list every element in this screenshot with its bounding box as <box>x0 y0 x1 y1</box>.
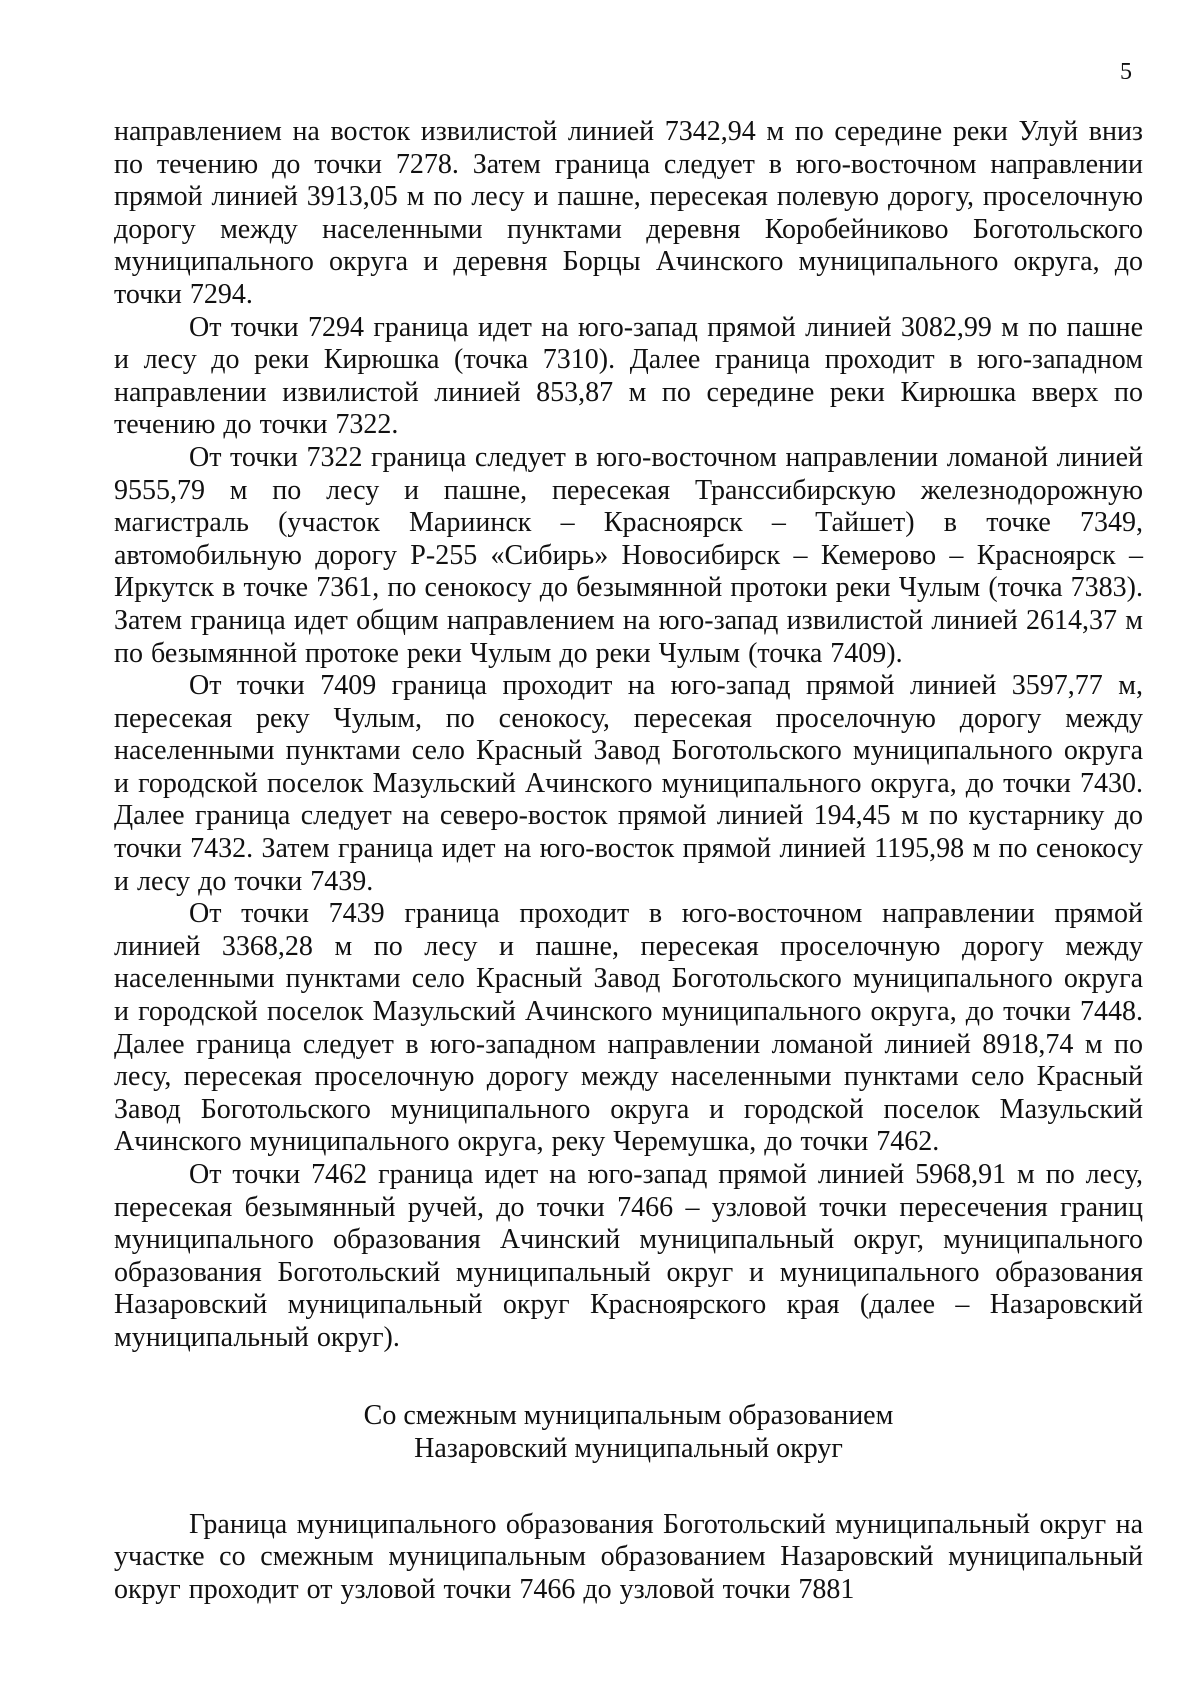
section-heading <box>114 1399 1143 1465</box>
section-heading-line-1: Со смежным муниципальным образованием <box>363 1399 894 1431</box>
paragraph-point-7322: От точки 7322 граница следует в юго-восточном направлении ломаной линией 9555,79 м по лесу и пашне, пересекая Транссибирскую железнодорожную магистраль (участок Мариинск – Красноярск – Тайшет) в точке 7349, автомобильную дорогу Р-255 «Сибирь» Новосибирск – Кемерово – Красноярск – Иркутск в точке 7361, по сенокосу до безымянной протоки реки Чулым (точка 7383). Затем граница идет общим направлением на юго-запад извилистой линией 2614,37 м по безымянной протоке реки Чулым до реки Чулым (точка 7409). <box>114 441 1143 669</box>
final-paragraph: Граница муниципального образования Боготольский муниципальный округ на участке со смежным муниципальным образованием Назаровский муниципальный округ проходит от узловой точки 7466 до узловой точки 7881 <box>114 1508 1143 1605</box>
page-number: 5 <box>1120 59 1132 85</box>
paragraph-point-7439: От точки 7439 граница проходит в юго-восточном направлении прямой линией 3368,28 м по лесу и пашне, пересекая проселочную дорогу между населенными пунктами село Красный Завод Боготольского муниципального округа и городской поселок Мазульский Ачинского муниципального округа, до точки 7448. Далее граница следует в юго-западном направлении ломаной линией 8918,74 м по лесу, пересекая проселочную дорогу между населенными пунктами село Красный Завод Боготольского муниципального округа и городской поселок Мазульский Ачинского муниципального округа, реку Черемушка, до точки 7462. <box>114 898 1143 1158</box>
paragraph-point-7462: От точки 7462 граница идет на юго-запад прямой линией 5968,91 м по лесу, пересекая безымянный ручей, до точки 7466 – узловой точки пересечения границ муниципального образования Ачинский муниципальный округ, муниципального образования Боготольский муниципальный округ и муниципального образования Назаровский муниципальный округ Красноярского края (далее – Назаровский муниципальный округ). <box>114 1159 1143 1353</box>
document-body <box>114 116 1143 1606</box>
paragraph-continuation: направлением на восток извилистой линией 7342,94 м по середине реки Улуй вниз по течению до точки 7278. Затем граница следует в юго-восточном направлении прямой линией 3913,05 м по лесу и пашне, пересекая полевую дорогу, проселочную дорогу между населенными пунктами деревня Коробейниково Боготольского муниципального округа и деревня Борцы Ачинского муниципального округа, до точки 7294. <box>114 116 1143 310</box>
paragraph-point-7409: От точки 7409 граница проходит на юго-запад прямой линией 3597,77 м, пересекая реку Чулым, по сенокосу, пересекая проселочную дорогу между населенными пунктами село Красный Завод Боготольского муниципального округа и городской поселок Мазульский Ачинского муниципального округа, до точки 7430. Далее граница следует на северо-восток прямой линией 194,45 м по кустарнику до точки 7432. Затем граница идет на юго-восток прямой линией 1195,98 м по сенокосу и лесу до точки 7439. <box>114 670 1143 897</box>
section-heading-line-2: Назаровский муниципальный округ <box>414 1432 843 1464</box>
paragraph-point-7294: От точки 7294 граница идет на юго-запад прямой линией 3082,99 м по пашне и лесу до реки Кирюшка (точка 7310). Далее граница проходит в юго-западном направлении извилистой линией 853,87 м по середине реки Кирюшка вверх по течению до точки 7322. <box>114 311 1143 441</box>
